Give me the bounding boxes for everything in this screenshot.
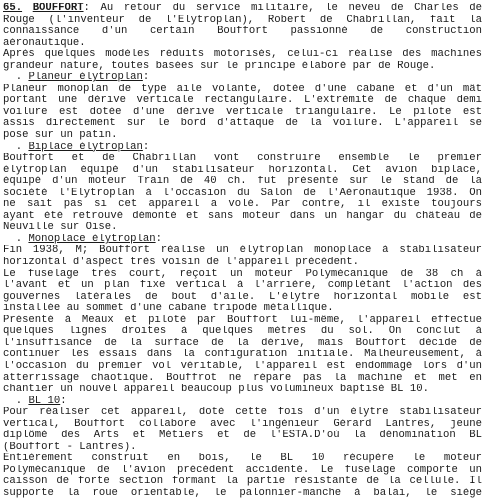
body-line: horizontal d'aspect très voisin de l'appareil précédent. (3, 257, 360, 269)
article-name: BOUFFORT (32, 3, 84, 14)
article-number: 65. (3, 3, 23, 14)
body-line: Le fuselage très court, reçoit un moteur Polymécanique de 38 ch à (3, 268, 482, 280)
body-line: Entièrement construit en bois, le BL 10 récupère le moteur (3, 453, 482, 465)
body-line: l'occasion du premier vol véritable, l'appareil est endommagé lors d'un (3, 360, 482, 372)
section-heading-monoplace: . Monoplace élytroplan: (15, 233, 162, 245)
intro-line: Rouge (l'inventeur de l'Elytroplan), Robert de Chabrillan, fait la (3, 14, 482, 26)
body-line: installée au sommet d'une cabane tripode métallique. (3, 303, 334, 315)
body-line: voilure est dotée d'une dérive verticale triangulaire. Le pilote est (3, 106, 482, 118)
intro-line: Après quelques modèles réduits motorisés, celui-ci réalise des machines (3, 49, 482, 61)
body-line: équipé d'un moteur Train de 40 ch. fut présenté sur le stand de la (3, 176, 482, 188)
body-line: caisson de forte section formant la partie résistante de la cellule. Il (3, 476, 482, 488)
body-line: l'avant et un plan fixe vertical à l'arrière, complétant l'action des (3, 280, 482, 292)
body-line: Bouffort et de Chabrillan vont construire ensemble le premier (3, 153, 482, 165)
section-title: BL 10 (28, 395, 61, 407)
body-line: quelques lignes droites à quelques mètres du sol. On conclut à (3, 326, 482, 338)
body-line: vertical, Bouffort collabore avec l'ingénieur Gérard Lantres, jeune (3, 418, 482, 430)
body-line: gouvernes latérales de bout d'aile. L'élytre horizontal mobile est (3, 291, 482, 303)
body-line: supporte la roue orientable, le palonnier-manche à balai, le siège (3, 487, 482, 499)
body-line: ayant été retrouvé démonté et sans moteur dans un hangar du château de (3, 210, 482, 222)
body-line: Pour réaliser cet appareil, doté cette fois d'un élytre stabilisateur (3, 407, 482, 419)
body-line: atterrissage chaotique. Bouffrot ne répare pas la machine et met en (3, 372, 482, 384)
section-heading-bl10: . BL 10: (15, 395, 67, 407)
intro-line: grandeur nature, toutes basées sur le principe élaboré par de Rouge. (3, 60, 436, 72)
section-title: Monoplace élytroplan (28, 233, 156, 245)
body-line: élytroplan équipé d'un stabilisateur horizontal. Cet avion biplace, (3, 164, 482, 176)
section-heading-planeur: . Planeur élytroplan: (15, 72, 150, 84)
body-line: Neuville sur Oise. (3, 222, 118, 234)
body-line: Présenté à Meaux et piloté par Bouffort lui-même, l'appareil effectue (3, 314, 482, 326)
body-line: Polymécanique de l'avion précédent accidenté. Le fuselage comporte un (3, 464, 482, 476)
body-line: portant une dérive verticale rectangulaire. L'extrémité de chaque demi (3, 95, 482, 107)
intro-line: : Au retour du service militaire, le neveu de Charles de (83, 3, 482, 14)
section-heading-biplace: . Biplace élytroplan: (15, 141, 150, 153)
body-line: l'insuffisance de la surface de la dérive, mais Bouffort décide de (3, 337, 482, 349)
body-line: diplômé des Arts et Métiers et de l'ESTA.D'où la dénomination BL (3, 430, 482, 442)
body-line: Planeur monoplan de type aile volante, dotée d'une cabane et d'un mât (3, 83, 482, 95)
body-line: assis directement sur le bord d'attaque de la voilure. L'appareil se (3, 118, 482, 130)
article-heading-line (3, 3, 482, 15)
body-line: ne sait pas si cet appareil a volé. Par contre, il existe toujours (3, 199, 482, 211)
body-line: (Bouffort - Lantres). (3, 441, 137, 453)
body-line: société l'Elytroplan à l'occasion du Salon de l'Aéronautique 1938. On (3, 187, 482, 199)
intro-line: aéronautique. (3, 37, 86, 49)
body-line: Fin 1938, M; Bouffort réalise un élytroplan monoplace à stabilisateur (3, 245, 482, 257)
body-line: continuer les essais dans la configuration initiale. Malheureusement, à (3, 349, 482, 361)
section-title: Biplace élytroplan (28, 141, 143, 153)
body-line: pose sur un patin. (3, 130, 118, 142)
intro-line: connaissance d'un certain Bouffort passionné de construction (3, 26, 482, 38)
section-title: Planeur élytroplan (28, 72, 143, 84)
body-line: chantier un nouvel appareil beaucoup plus volumineux baptisé BL 10. (3, 384, 429, 396)
